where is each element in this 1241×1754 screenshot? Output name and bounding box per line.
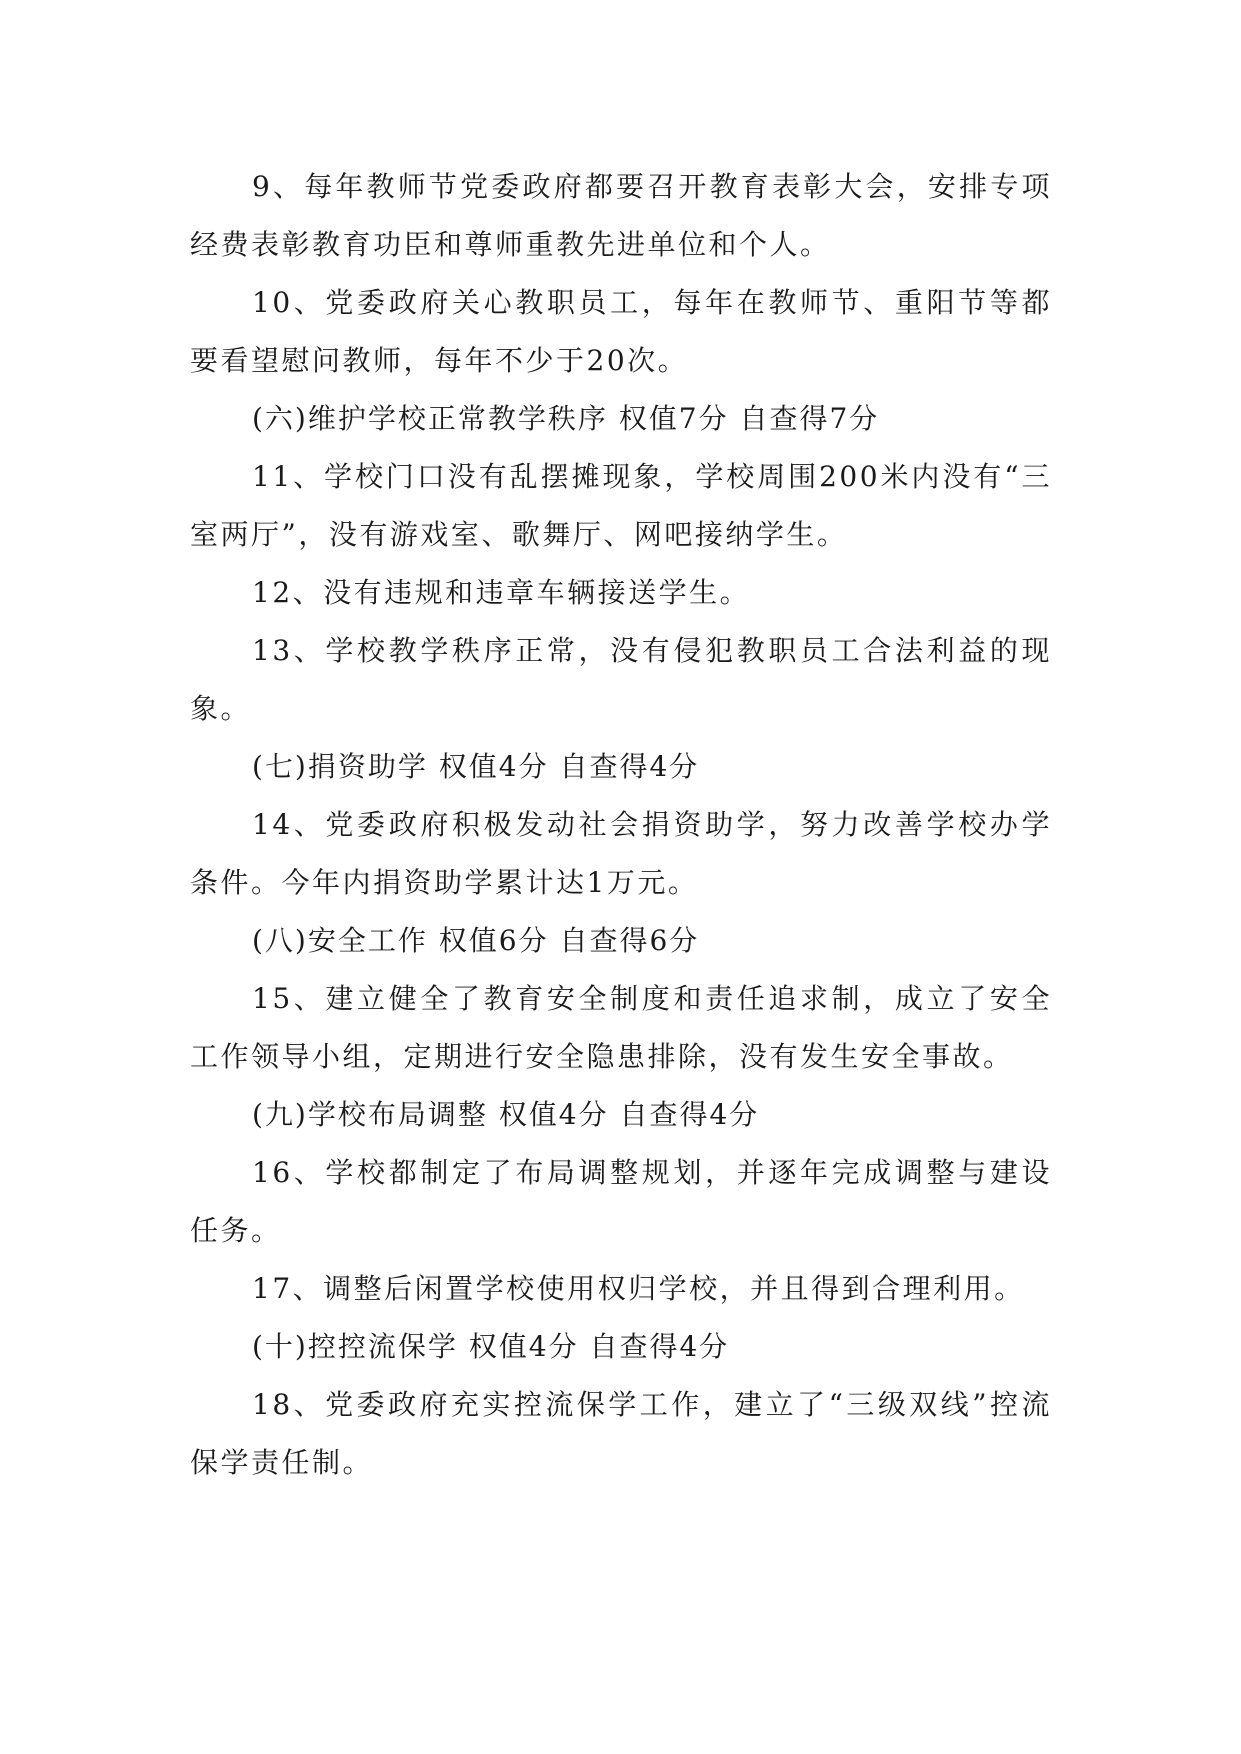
paragraph-item-16: 16、学校都制定了布局调整规划，并逐年完成调整与建设任务。 [190,1156,1052,1247]
paragraph-item-11: 11、学校门口没有乱摆摊现象，学校周围200米内没有“三室两厅”，没有游戏室、歌舞厅、网吧接纳学生。 [190,460,1052,551]
section-heading-9: (九)学校布局调整 权值4分 自查得4分 [252,1098,760,1131]
document-body [190,158,1052,1492]
paragraph-item-9: 9、每年教师节党委政府都要召开教育表彰大会，安排专项经费表彰教育功臣和尊师重教先进单位和个人。 [190,170,1052,261]
paragraph-item-15: 15、建立健全了教育安全制度和责任追求制，成立了安全工作领导小组，定期进行安全隐患排除，没有发生安全事故。 [190,982,1052,1073]
section-heading-7: (七)捐资助学 权值4分 自查得4分 [252,750,700,783]
paragraph-item-14: 14、党委政府积极发动社会捐资助学，努力改善学校办学条件。今年内捐资助学累计达1万元。 [190,808,1052,899]
paragraph-item-13: 13、学校教学秩序正常，没有侵犯教职员工合法利益的现象。 [190,634,1052,725]
section-heading-6: (六)维护学校正常教学秩序 权值7分 自查得7分 [252,402,880,435]
section-heading-10: (十)控控流保学 权值4分 自查得4分 [252,1330,730,1363]
paragraph-item-17: 17、调整后闲置学校使用权归学校，并且得到合理利用。 [252,1272,1025,1305]
paragraph-item-10: 10、党委政府关心教职员工，每年在教师节、重阳节等都要看望慰问教师，每年不少于20次。 [190,286,1052,377]
paragraph-item-12: 12、没有违规和违章车辆接送学生。 [252,576,751,609]
paragraph-item-18: 18、党委政府充实控流保学工作，建立了“三级双线”控流保学责任制。 [190,1388,1052,1479]
section-heading-8: (八)安全工作 权值6分 自查得6分 [252,924,700,957]
